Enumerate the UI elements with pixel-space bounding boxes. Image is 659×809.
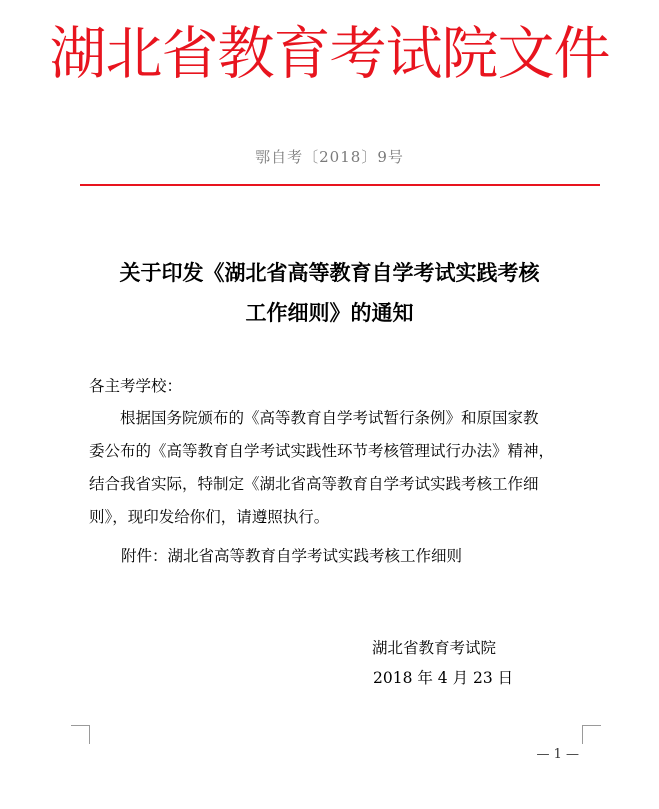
issuing-organization: 湖北省教育考试院 — [372, 639, 497, 657]
body-paragraph — [89, 402, 589, 534]
page-number-footer — [0, 747, 659, 762]
paragraph-line: 结合我省实际，特制定《湖北省高等教育自学考试实践考核工作细 — [89, 475, 539, 493]
crop-mark-left — [71, 725, 90, 744]
paragraph-line: 则》，现印发给你们，请遵照执行。 — [89, 508, 330, 526]
salutation: 各主考学校： — [89, 377, 183, 395]
paragraph-line: 根据国务院颁布的《高等教育自学考试暂行条例》和原国家教 — [120, 409, 539, 427]
crop-mark-right — [582, 725, 601, 744]
document-masthead: 湖北省教育考试院文件 — [49, 21, 610, 87]
notice-title-line-2: 工作细则》的通知 — [245, 301, 414, 325]
page-number: — 1 — — [536, 747, 579, 762]
paragraph-line: 委公布的《高等教育自学考试实践性环节考核管理试行办法》精神， — [89, 442, 555, 460]
document-number: 鄂自考〔2018〕9号 — [255, 148, 404, 166]
notice-title-line-1: 关于印发《湖北省高等教育自学考试实践考核 — [119, 261, 540, 285]
attachment-note: 附件：湖北省高等教育自学考试实践考核工作细则 — [121, 547, 463, 565]
header-red-rule — [80, 184, 600, 186]
issue-date: 2018 年 4 月 23 日 — [373, 669, 514, 687]
